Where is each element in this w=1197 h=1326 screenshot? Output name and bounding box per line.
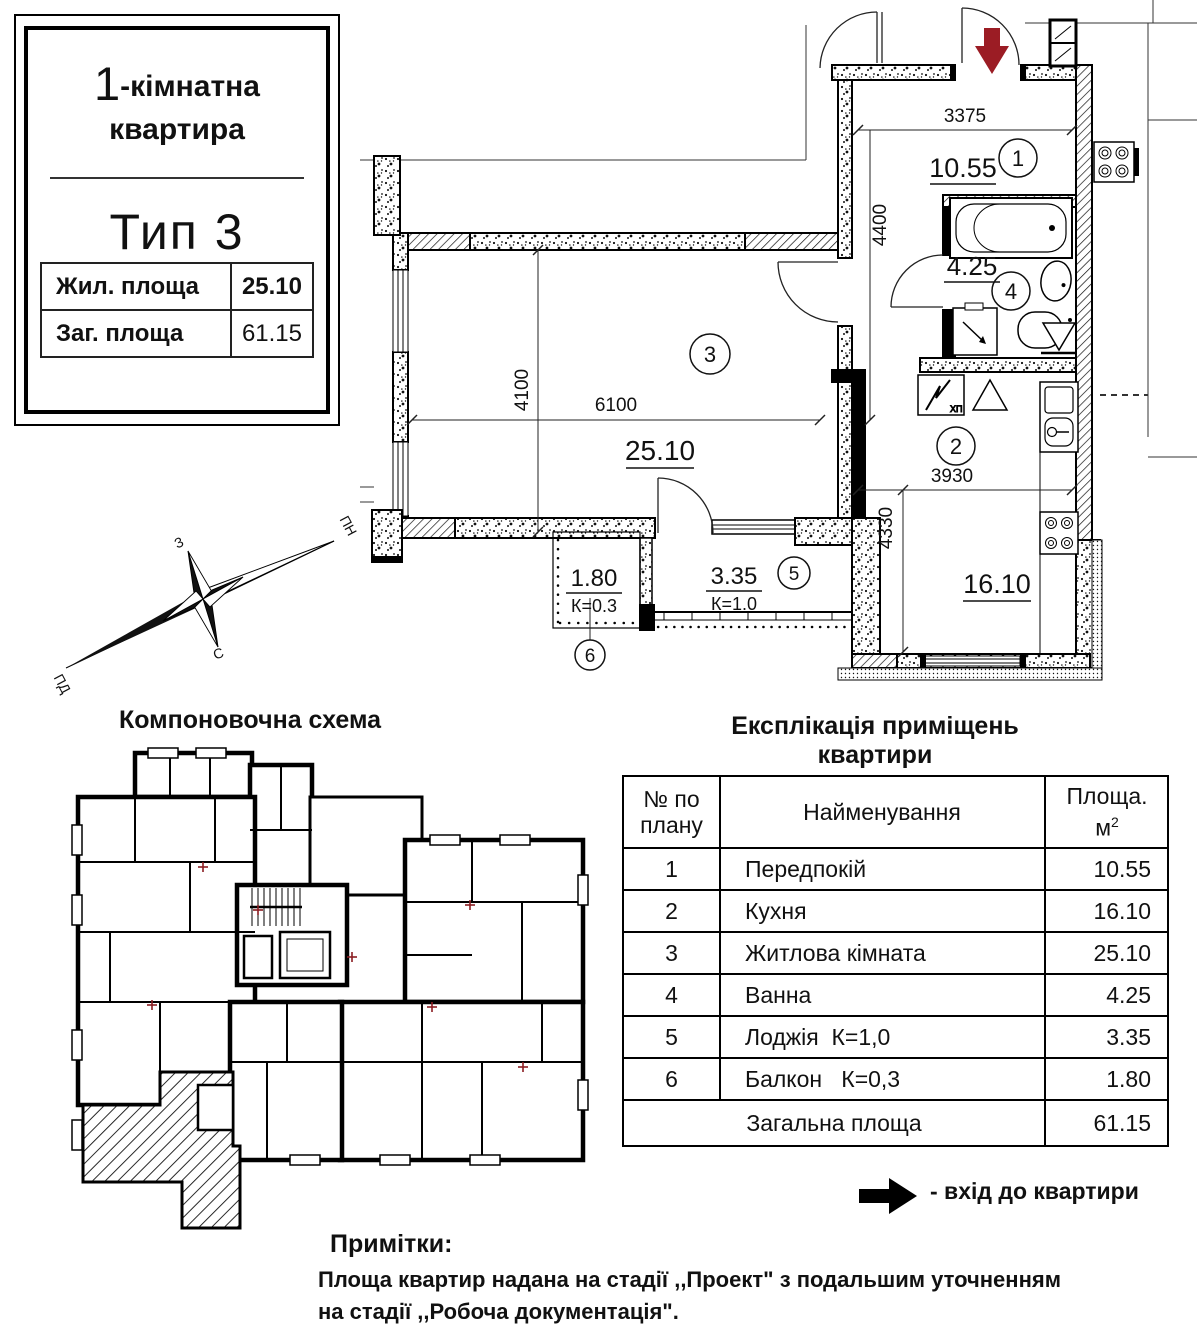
area-hall: 10.55 bbox=[929, 153, 997, 183]
table-row: 1 Передпокій 10.55 bbox=[623, 848, 1168, 890]
entrance-legend-label: - вхід до квартири bbox=[930, 1178, 1139, 1204]
toilet-icon bbox=[1018, 312, 1075, 353]
table-row: 3 Житлова кімната 25.10 bbox=[623, 932, 1168, 974]
window bbox=[925, 656, 1020, 666]
apartment-corridor-cut bbox=[198, 1085, 233, 1130]
apartment-type-title: 1-кімнатна bbox=[94, 57, 260, 110]
notes-heading: Примітки: bbox=[330, 1230, 453, 1258]
table-row: 4 Ванна 4.25 bbox=[623, 974, 1168, 1016]
type-label: Тип 3 bbox=[109, 204, 245, 260]
col-header-name: Найменування bbox=[720, 776, 1045, 848]
notes-line: на стадії ,,Робоча документація". bbox=[318, 1299, 679, 1324]
washbasin-icon bbox=[1038, 259, 1073, 303]
room-number-2: 2 bbox=[949, 434, 963, 459]
washing-machine-icon bbox=[953, 303, 997, 355]
table-total-row bbox=[623, 1100, 1168, 1146]
total-area-label: Заг. площа bbox=[41, 310, 231, 357]
compass-west-label: З bbox=[171, 533, 187, 552]
room-number-3: 3 bbox=[703, 342, 717, 367]
table-row: 2 Кухня 16.10 bbox=[623, 890, 1168, 932]
table-row bbox=[41, 263, 313, 310]
dimension-labels bbox=[512, 106, 986, 549]
window bbox=[712, 520, 795, 534]
area-loggia: 3.35 bbox=[710, 563, 758, 590]
room-number-1: 1 bbox=[1011, 146, 1025, 171]
total-area-value: 61.15 bbox=[1045, 1100, 1168, 1146]
area-kitchen: 16.10 bbox=[963, 569, 1031, 599]
area-balcony: 1.80 bbox=[570, 565, 618, 592]
apartment-floor-plan bbox=[355, 0, 1197, 695]
electric-panel-icon bbox=[918, 375, 964, 415]
area-bath: 4.25 bbox=[946, 251, 998, 281]
explication-heading: Експлікація приміщень квартири bbox=[731, 712, 1019, 769]
table-row bbox=[41, 310, 313, 357]
notes-body bbox=[318, 1264, 1128, 1326]
apartment-type-title-line2: квартира bbox=[109, 113, 245, 146]
area-living: 25.10 bbox=[624, 435, 696, 466]
hall-electric-box-icon bbox=[1050, 20, 1076, 66]
dim-6100: 6100 bbox=[594, 395, 638, 416]
room-number-6: 6 bbox=[584, 646, 596, 667]
building-layout-scheme bbox=[55, 745, 615, 1235]
svg-text:ХП: ХП bbox=[950, 404, 963, 414]
ventilation-triangle-icon bbox=[973, 380, 1007, 410]
bathtub-icon bbox=[950, 198, 1072, 258]
dim-4330: 4330 bbox=[876, 506, 897, 550]
col-header-number: № по плану bbox=[623, 776, 720, 848]
dim-4400: 4400 bbox=[870, 203, 891, 247]
col-header-area: Площа. $м^2$ bbox=[1045, 776, 1168, 848]
window bbox=[393, 442, 408, 516]
table-header-row bbox=[623, 776, 1168, 848]
notes-line: Площа квартир надана на стадії ,,Проект" з подальшим уточненням bbox=[318, 1267, 1061, 1292]
title-box bbox=[14, 14, 340, 426]
room-number-4: 4 bbox=[1004, 279, 1018, 304]
compass-rose bbox=[50, 495, 390, 710]
dim-3375: 3375 bbox=[943, 106, 987, 127]
dim-4100: 4100 bbox=[512, 368, 533, 412]
stove-icon bbox=[1040, 512, 1078, 554]
scheme-heading: Компоновочна схема bbox=[118, 706, 382, 734]
total-area-value: 61.15 bbox=[231, 310, 313, 357]
coef-balcony: К=0.3 bbox=[570, 596, 618, 616]
total-area-label: Загальна площа bbox=[623, 1100, 1045, 1146]
compass-south-label: ПД bbox=[50, 671, 75, 697]
compass-east-label: С bbox=[210, 644, 226, 663]
table-row: 6 Балкон К=0,3 1.80 bbox=[623, 1058, 1168, 1100]
living-area-value: 25.10 bbox=[231, 263, 313, 310]
living-area-label: Жил. площа bbox=[41, 263, 231, 310]
coef-loggia: К=1.0 bbox=[710, 594, 758, 614]
window bbox=[393, 270, 408, 352]
area-summary-table bbox=[40, 262, 314, 358]
room-number-5: 5 bbox=[788, 564, 800, 585]
table-row: 5 Лоджія К=1,0 3.35 bbox=[623, 1016, 1168, 1058]
dim-3930: 3930 bbox=[930, 466, 974, 487]
divider bbox=[50, 177, 304, 179]
neighbour-stove-icon bbox=[1094, 142, 1139, 182]
title-box-frame bbox=[24, 26, 330, 414]
room-count: 1 bbox=[94, 57, 121, 110]
entrance-legend-arrow-icon bbox=[855, 1168, 935, 1224]
compass-north-label: ПН bbox=[336, 512, 361, 539]
loggia-glazing bbox=[646, 612, 852, 627]
explication-table bbox=[622, 775, 1169, 1147]
